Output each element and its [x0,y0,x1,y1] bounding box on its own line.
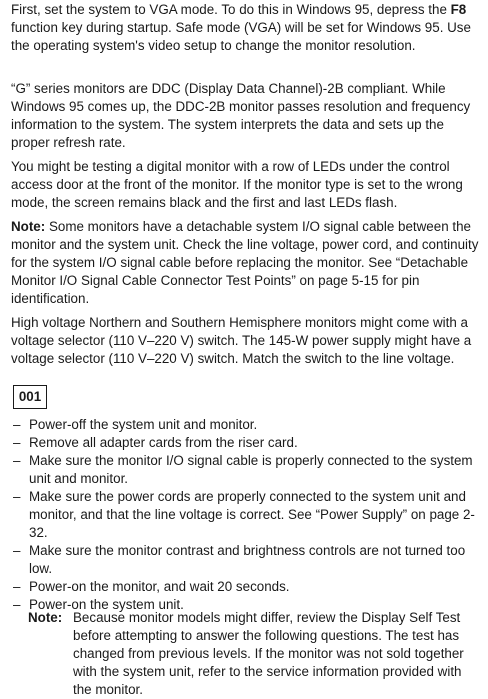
paragraph-voltage-selector: High voltage Northern and Southern Hemisphere monitors might come with a voltage selector (110 V–220 V) switch. The 145-W power supply might have a voltage selector (110 V–220 V) switch. Match the switch to the line voltage. [11,315,472,366]
dash-bullet: – [13,579,21,594]
note-text: Some monitors have a detachable system I/O signal cable between the monitor and the system unit. Check the line voltage, power cord, and continuity for the system I/O signal cable before replacing the monitor. See “Detachable Monitor I/O Signal Cable Connector Test Points” on page 5-15 for pin identification. [11,219,479,306]
list-item [11,452,482,488]
note-label: Note: [11,219,46,234]
f8-key-label: F8 [450,2,467,17]
step-text: Power-on the monitor, and wait 20 seconds. [29,579,290,594]
list-item [11,488,482,542]
note-label: Note: [28,610,63,625]
dash-bullet: – [13,453,21,468]
procedure-steps [11,416,482,614]
paragraph-ddc-compliance: “G” series monitors are DDC (Display Data Channel)-2B compliant. While Windows 95 comes up, the DDC-2B monitor passes resolution and frequency information to the system. The system interprets the data and sets up the proper refresh rate. [11,81,471,150]
paragraph-vga-mode-text-a: First, set the system to VGA mode. To do this in Windows 95, depress the [11,2,451,17]
paragraph-led-monitor: You might be testing a digital monitor with a row of LEDs under the control access door at the front of the monitor. If the monitor type is set to the wrong mode, the screen remains black and the first and last LEDs flash. [11,159,463,210]
step-text: Power-off the system unit and monitor. [29,417,258,432]
note-self-test [28,609,482,699]
step-text: Power-on the system unit. [29,597,184,612]
dash-bullet: – [13,597,21,612]
dash-bullet: – [13,489,21,504]
step-text: Make sure the monitor contrast and brightness controls are not turned too low. [29,543,466,576]
step-text: Remove all adapter cards from the riser card. [29,435,298,450]
paragraph-vga-mode [11,1,482,55]
note-detachable-cable [11,218,482,308]
note-text: Because monitor models might differ, review the Display Self Test before attempting to answer the following questions. The test has changed from previous levels. If the monitor was not sold together with the system unit, refer to the service information provided with the monitor. [73,610,464,697]
list-item [11,578,482,596]
list-item [11,542,482,578]
list-item [11,434,482,452]
step-code-box: 001 [13,385,47,409]
paragraph-vga-mode-text-b: function key during startup. Safe mode (VGA) will be set for Windows 95. Use the operating system's video setup to change the monitor resolution. [11,20,471,53]
list-item [11,416,482,434]
dash-bullet: – [13,417,21,432]
step-text: Make sure the monitor I/O signal cable is properly connected to the system unit and monitor. [29,453,473,486]
dash-bullet: – [13,435,21,450]
step-text: Make sure the power cords are properly connected to the system unit and monitor, and that the line voltage is correct. See “Power Supply” on page 2-32. [29,489,475,540]
dash-bullet: – [13,543,21,558]
